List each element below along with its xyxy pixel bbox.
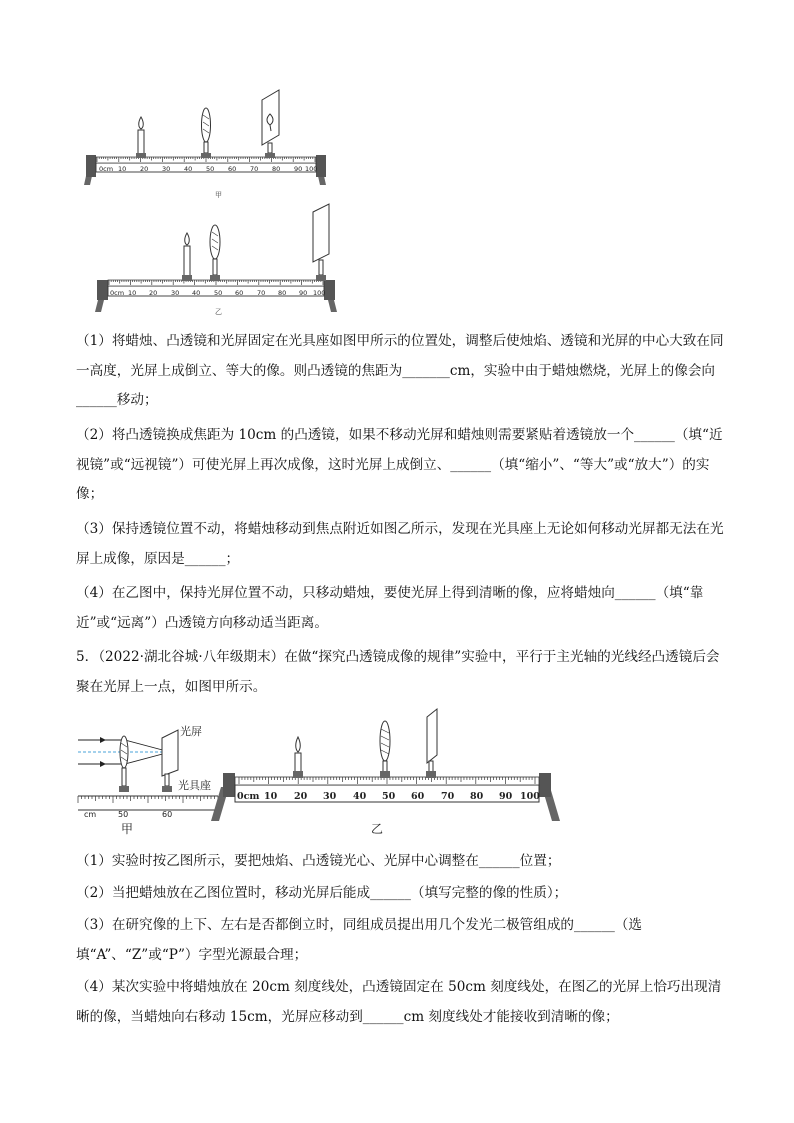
question-text: （2）当把蜡烛放在乙图位置时，移动光屏后能成______（填写完整的像的性质）；: [76, 885, 568, 901]
ruler-label: 60: [162, 810, 173, 819]
question-5-part-4: [76, 973, 726, 1032]
ruler-label: 30: [323, 791, 337, 802]
figure-yi-optical-bench: [85, 200, 347, 318]
ruler-unit-label: cm: [84, 810, 97, 819]
ruler-label: 100: [305, 165, 318, 173]
ruler-label: 70: [257, 289, 266, 297]
question-4-part-3: [76, 515, 726, 574]
figure-q5-jia-focal-setup: [76, 718, 221, 836]
ruler-label: 10: [128, 289, 137, 297]
ruler-label: 90: [499, 791, 513, 802]
ruler-label: 40: [184, 165, 193, 173]
ruler-label: 20: [149, 289, 158, 297]
screen-label: 光屏: [180, 725, 202, 738]
figure-caption: 乙: [371, 822, 384, 836]
ruler-label: 10: [264, 791, 278, 802]
ruler-label: 80: [278, 289, 287, 297]
ruler-label: 50: [382, 791, 396, 802]
figure-jia-optical-bench: [76, 85, 336, 201]
question-4-part-1: [76, 327, 726, 416]
ruler-label: 50: [206, 165, 215, 173]
ruler-label: 90: [299, 289, 308, 297]
question-4-part-2: [76, 421, 726, 510]
question-text: （4）某次实验中将蜡烛放在 20cm 刻度线处，凸透镜固定在 50cm 刻度线处，在图乙的光屏上恰巧出现清晰的像，当蜡烛向右移动 15cm，光屏应移动到______cm 刻度线处才能接收到清晰的像；: [76, 979, 722, 1025]
candle: [182, 233, 192, 281]
figure-caption: 甲: [215, 191, 222, 199]
convex-lens: [380, 721, 390, 778]
question-text: （1）将蜡烛、凸透镜和光屏固定在光具座如图甲所示的位置处，调整后使烛焰、透镜和光屏的中心大致在同一高度，光屏上成倒立、等大的像。则凸透镜的焦距为_______cm，实验中由于蜡烛燃烧，光屏上的像会向______移动；: [76, 333, 724, 408]
ruler-label: 20: [294, 791, 308, 802]
convex-lens: [201, 108, 211, 158]
question-5-part-3: [76, 911, 726, 970]
figure-caption: 甲: [121, 822, 134, 836]
ruler-label: 60: [235, 289, 244, 297]
ruler-zero-label: 0cm: [237, 791, 260, 802]
figure-q5-yi-optical-bench: [205, 705, 570, 840]
candle: [293, 737, 303, 778]
ruler-label: 100: [520, 791, 540, 802]
question-text: （4）在乙图中，保持光屏位置不动，只移动蜡烛，要使光屏上得到清晰的像，应将蜡烛向______（填“靠近”或“远离”）凸透镜方向移动适当距离。: [76, 585, 704, 631]
ruler-zero-label: 0cm: [99, 165, 114, 173]
question-text: （3）保持透镜位置不动，将蜡烛移动到焦点附近如图乙所示，发现在光具座上无论如何移动光屏都无法在光屏上成像，原因是______；: [76, 521, 724, 567]
question-4-part-4: [76, 579, 726, 638]
ruler-zero-label: 0cm: [110, 289, 125, 297]
ruler-label: 80: [272, 165, 281, 173]
ruler-label: 70: [441, 791, 455, 802]
ruler-label: 40: [353, 791, 367, 802]
ruler-label: 10: [118, 165, 127, 173]
ruler-label: 70: [250, 165, 259, 173]
bench-label: 光具座: [178, 779, 211, 792]
question-text: （3）在研究像的上下、左右是否都倒立时，同组成员提出用几个发光二极管组成的______（选填“A”、“Z”或“P”）字型光源最合理；: [76, 917, 642, 963]
ruler-label: 100: [313, 289, 326, 297]
question-5-part-1: [76, 847, 726, 877]
convex-lens: [210, 225, 220, 281]
ruler-label: 30: [171, 289, 180, 297]
ruler-label: 60: [228, 165, 237, 173]
light-screen: [426, 709, 437, 778]
light-screen: [313, 204, 329, 281]
question-text: 5．（2022·湖北谷城·八年级期末）在做“探究凸透镜成像的规律”实验中，平行于主光轴的光线经凸透镜后会聚在光屏上一点，如图甲所示。: [76, 649, 720, 695]
ruler-label: 30: [162, 165, 171, 173]
ruler-label: 90: [294, 165, 303, 173]
ruler-label: 60: [411, 791, 425, 802]
ruler-label: 40: [192, 289, 201, 297]
light-screen: [262, 90, 279, 158]
figure-caption: 乙: [215, 308, 222, 316]
question-5-intro: [76, 643, 726, 702]
candle: [136, 117, 146, 158]
question-text: （2）将凸透镜换成焦距为 10cm 的凸透镜，如果不移动光屏和蜡烛则需要紧贴着透镜放一个______（填“近视镜”或“远视镜”）可使光屏上再次成像，这时光屏上成倒立、______（填“缩小”、“等大”或“放大”）的实像；: [76, 427, 723, 502]
ruler-label: 50: [118, 810, 129, 819]
question-text: （1）实验时按乙图所示，要把烛焰、凸透镜光心、光屏中心调整在______位置；: [76, 853, 561, 869]
ruler-label: 80: [470, 791, 484, 802]
ruler-label: 20: [140, 165, 149, 173]
light-screen: [162, 730, 178, 792]
question-5-part-2: [76, 879, 726, 909]
ruler-label: 50: [214, 289, 223, 297]
